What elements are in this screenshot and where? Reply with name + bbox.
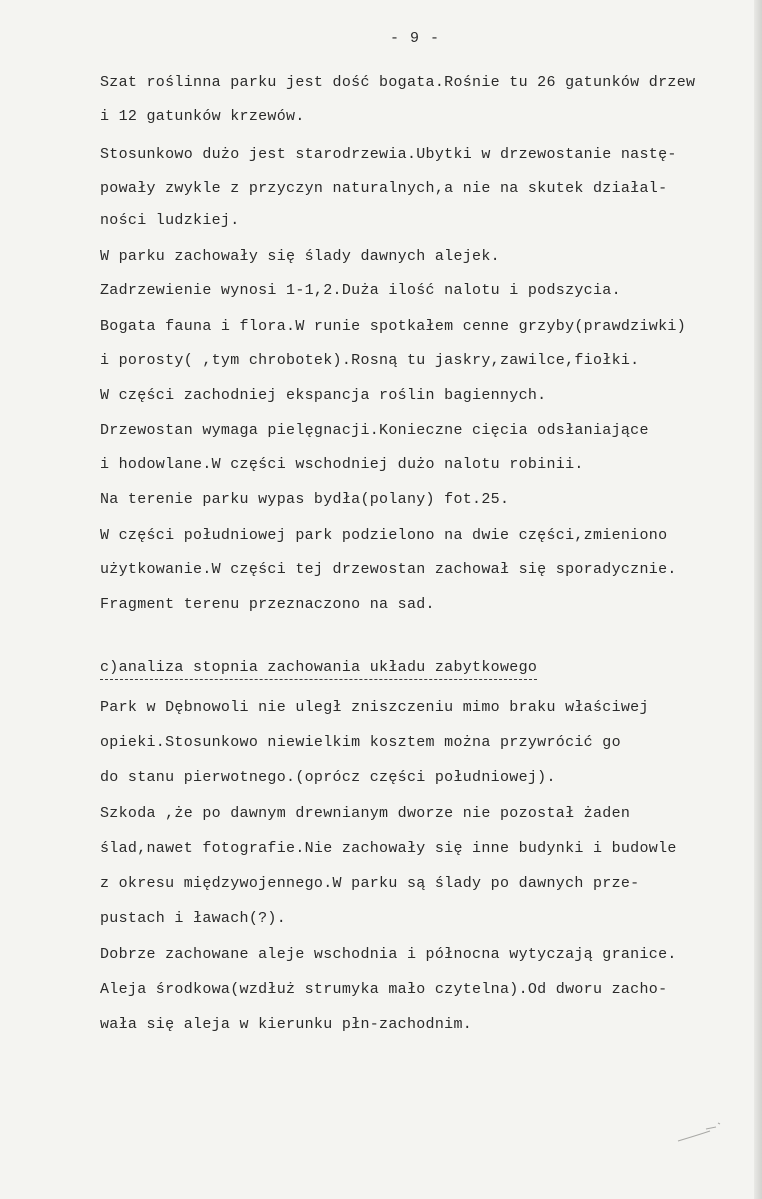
text-line: pustach i ławach(?). <box>100 910 287 927</box>
text-line: Na terenie parku wypas bydła(polany) fot.25. <box>100 491 510 508</box>
text-line: W parku zachowały się ślady dawnych alejek. <box>100 248 500 265</box>
text-line: powały zwykle z przyczyn naturalnych,a nie na skutek działal- <box>100 180 668 197</box>
text-line: Aleja środkowa(wzdłuż strumyka mało czytelna).Od dworu zacho- <box>100 981 668 998</box>
text-line: z okresu międzywojennego.W parku są ślady po dawnych prze- <box>100 875 640 892</box>
text-line: Fragment terenu przeznaczono na sad. <box>100 596 435 613</box>
text-line: Stosunkowo dużo jest starodrzewia.Ubytki w drzewostanie nastę- <box>100 146 677 163</box>
text-line: Bogata fauna i flora.W runie spotkałem cenne grzyby(prawdziwki) <box>100 318 686 335</box>
text-line: i hodowlane.W części wschodniej dużo nalotu robinii. <box>100 456 584 473</box>
text-line: Park w Dębnowoli nie uległ zniszczeniu mimo braku właściwej <box>100 699 649 716</box>
text-line: Zadrzewienie wynosi 1-1,2.Duża ilość nalotu i podszycia. <box>100 282 621 299</box>
text-line: i 12 gatunków krzewów. <box>100 108 305 125</box>
text-line: użytkowanie.W części tej drzewostan zachował się sporadycznie. <box>100 561 677 578</box>
page-edge <box>754 0 762 1199</box>
section-heading: c)analiza stopnia zachowania układu zabytkowego <box>100 658 537 680</box>
text-line: Dobrze zachowane aleje wschodnia i północna wytyczają granice. <box>100 946 677 963</box>
text-line: i porosty( ,tym chrobotek).Rosną tu jaskry,zawilce,fiołki. <box>100 352 640 369</box>
text-line: do stanu pierwotnego.(oprócz części południowej). <box>100 769 556 786</box>
text-line: wała się aleja w kierunku płn-zachodnim. <box>100 1016 473 1033</box>
text-line: opieki.Stosunkowo niewielkim kosztem można przywrócić go <box>100 734 621 751</box>
text-line: Drzewostan wymaga pielęgnacji.Konieczne cięcia odsłaniające <box>100 422 649 439</box>
text-line: ślad,nawet fotografie.Nie zachowały się inne budynki i budowle <box>100 840 677 857</box>
pencil-mark <box>676 1121 724 1145</box>
text-line: ności ludzkiej. <box>100 212 240 229</box>
text-line: W części zachodniej ekspancja roślin bagiennych. <box>100 387 547 404</box>
text-line: Szkoda ,że po dawnym drewnianym dworze nie pozostał żaden <box>100 805 631 822</box>
page-number: - 9 - <box>389 30 440 47</box>
text-line: Szat roślinna parku jest dość bogata.Rośnie tu 26 gatunków drzew <box>100 74 696 91</box>
text-line: W części południowej park podzielono na dwie części,zmieniono <box>100 527 668 544</box>
